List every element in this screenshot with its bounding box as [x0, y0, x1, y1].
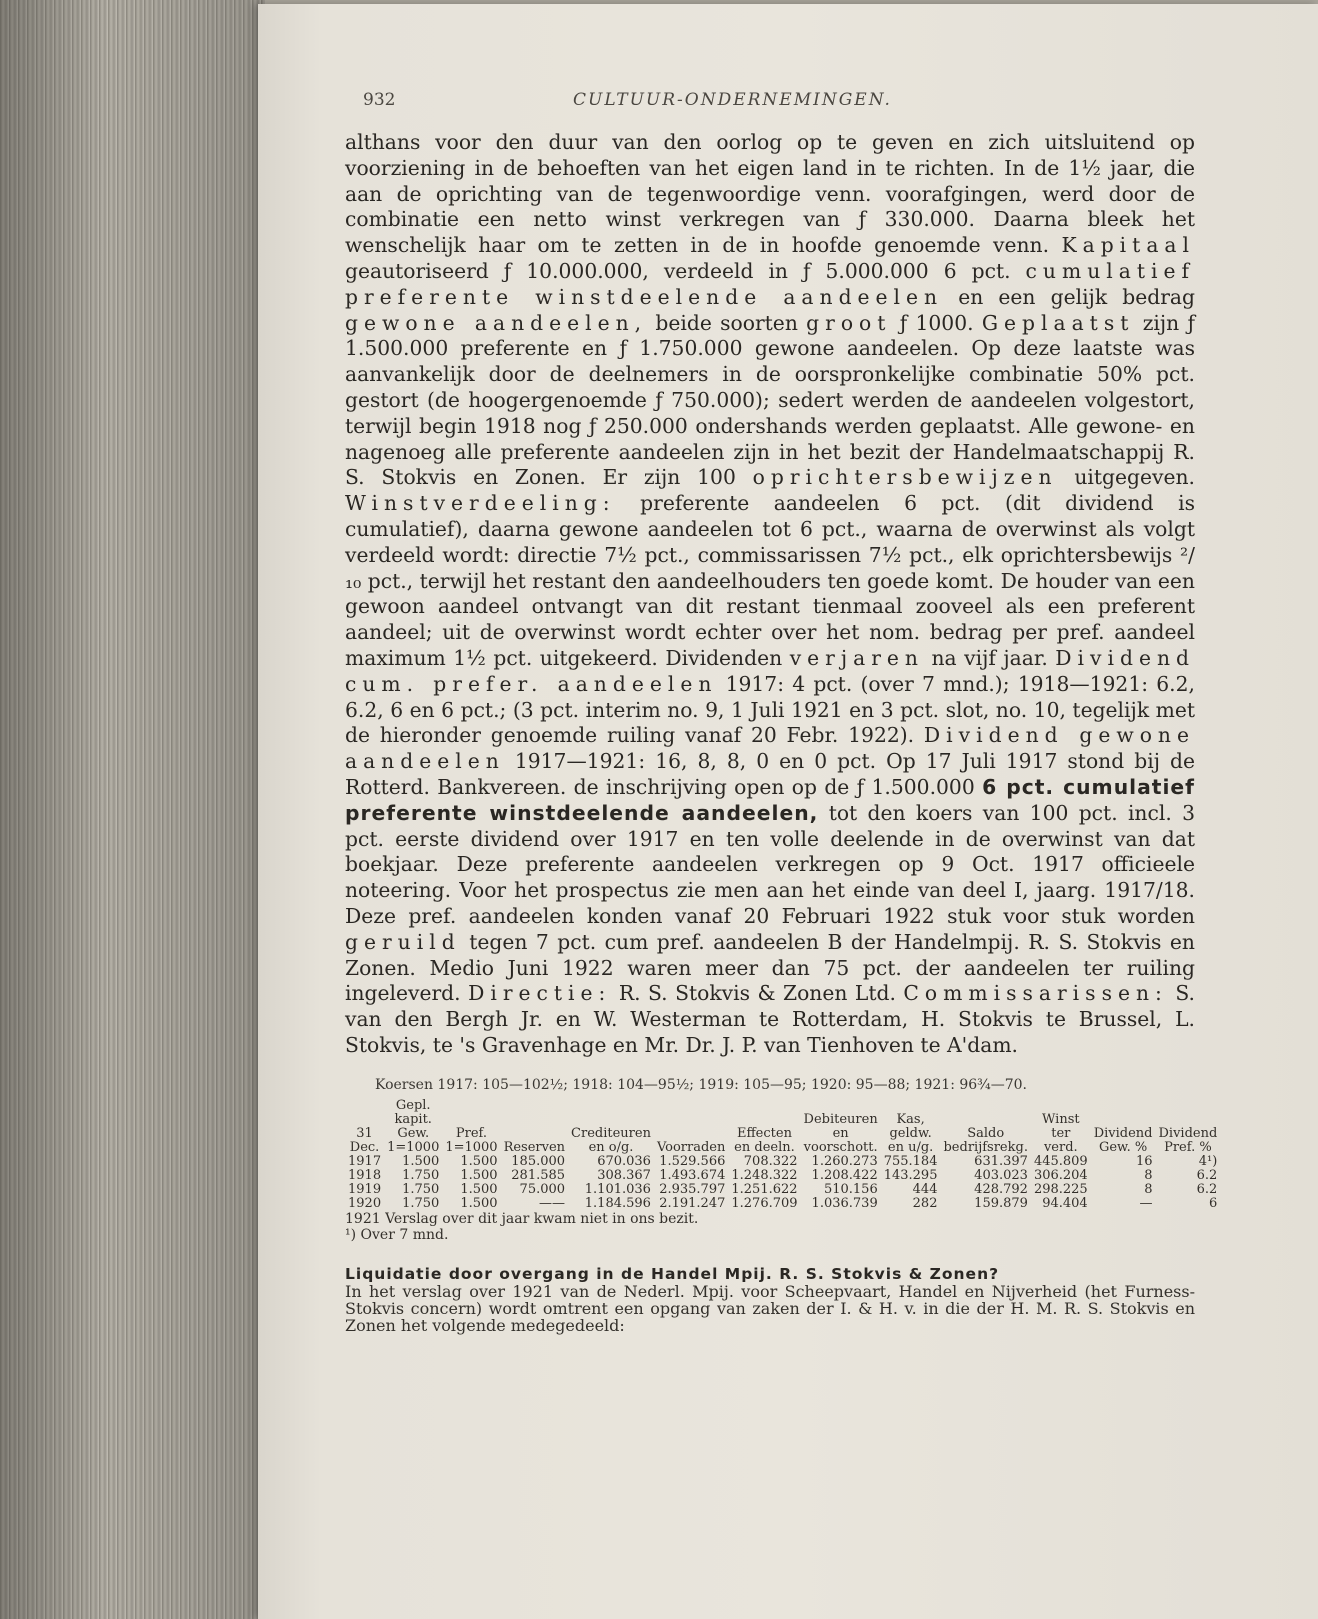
- table-cell: 631.397: [974, 1153, 1028, 1169]
- footnote: ¹) Over 7 mnd.: [345, 1226, 449, 1243]
- text-segment: preferente aandeelen 6 pct. (dit dividend is cumulatief), daarna gewone aandeelen tot 6 pct., waarna de overwinst als volgt verdeeld wordt: directie 7½ pct., commissarissen 7½ pct., elk oprichtersbewijs ²/₁₀ pct., terwijl het restant den aandeelhouders ten goede komt. De houder van een gewoon aandeel ontvangt van dit restant tienmaal zooveel als een preferent aandeel; uit de overwinst wordt echter over het nom. bedrag per pref. aandeel maximum 1½ pct. uitgekeerd. Dividenden: [345, 491, 1195, 670]
- table-cell: 1.251.622: [731, 1181, 798, 1197]
- table-cell: 708.322: [743, 1153, 798, 1169]
- table-cell: 1.276.709: [731, 1195, 798, 1211]
- row-1921-note: 1921 Verslag over dit jaar kwam niet in ons bezit.: [345, 1210, 699, 1227]
- text-segment: geautoriseerd ƒ 10.000.000, verdeeld in ƒ 5.000.000 6 pct.: [345, 258, 1011, 283]
- term-geplaatst: Geplaatst: [981, 310, 1135, 335]
- text-segment: 1917—1921: 16, 8, 8, 0 en 0 pct. Op 17 Juli 1917 stond bij de Rotterd. Bankvereen. de inschrijving open op de ƒ 1.500.000: [345, 749, 1195, 799]
- text-segment: zijn ƒ 1.500.000 preferente en ƒ 1.750.000 gewone aandeelen. Op deze laatste was aanvankelijk door de deelnemers in de oorspronkelijke combinatie 50% pct. gestort (de hoogergenoemde ƒ 750.000); sedert werden de aandeelen volgestort, terwijl begin 1918 nog ƒ 250.000 ondershands werden geplaatst. Alle gewone- en nagenoeg alle preferente aandeelen zijn in het bezit der Handelmaatschappij R. S. Stokvis en Zonen. Er zijn 100: [345, 310, 1195, 490]
- column-header: Gepl. kapit. Gew. 1=1000: [387, 1097, 440, 1155]
- table-cell: 281.585: [511, 1167, 566, 1183]
- table-cell: 6.2: [1196, 1167, 1218, 1183]
- column-header: Saldo bedrijfsrekg.: [943, 1125, 1028, 1155]
- text-segment: althans voor den duur van den oorlog op te geven en zich uitsluitend op voorziening in de behoeften van het eigen land in te richten. In de 1½ jaar, die aan de oprichting van de tegenwoordige venn. voorafgingen, werd door de combinatie een netto winst verkregen van ƒ 330.000. Daarna bleek het wenschelijk haar om te zetten in de in hoofde genoemde venn.: [345, 130, 1195, 258]
- text-segment: ƒ 1000.: [899, 310, 974, 335]
- table-cell: —: [1139, 1195, 1153, 1211]
- table-cell: 510.156: [823, 1181, 878, 1197]
- table-cell: 1.248.322: [731, 1167, 798, 1183]
- text-segment: beide soorten: [655, 310, 798, 335]
- bold-issue-title: 6 pct. cumulatief preferente winstdeelende aandeelen,: [345, 774, 1195, 825]
- text-segment: uitgegeven.: [1074, 465, 1195, 490]
- text-segment: S. van den Bergh Jr. en W. Westerman te Rotterdam, H. Stokvis te Brussel, L. Stokvis, te 's Gravenhage en Mr. Dr. J. P. van Tienhoven te A'dam.: [345, 981, 1195, 1057]
- table-row: [345, 1169, 1220, 1183]
- term-cumulatief-pref: cumulatief preferente winstdeelende aandeelen: [345, 258, 1195, 309]
- table-cell: 1.750: [402, 1195, 440, 1211]
- table-cell: 1.750: [402, 1167, 440, 1183]
- text-segment: tot den koers van 100 pct. incl. 3 pct. eerste dividend over 1917 en ten volle deelende in de overwinst van dat boekjaar. Deze preferente aandeelen verkregen op 9 Oct. 1917 officieele noteering. Voor het prospectus zie men aan het einde van deel I, jaarg. 1917/18. Deze pref. aandeelen konden vanaf 20 Februari 1922 stuk voor stuk worden: [345, 800, 1195, 928]
- table-cell: 1920: [348, 1195, 382, 1211]
- table-row: [345, 1155, 1220, 1169]
- table-cell: 308.367: [597, 1167, 651, 1183]
- table-cell: 8: [1144, 1167, 1153, 1183]
- column-header: 31 Dec.: [349, 1125, 380, 1155]
- table-cell: 94.404: [1042, 1195, 1088, 1211]
- table-cell: 8: [1144, 1181, 1153, 1197]
- table-cell: 185.000: [511, 1153, 566, 1169]
- table-cell: 755.184: [883, 1153, 938, 1169]
- table-cell: 670.036: [597, 1153, 651, 1169]
- table-cell: 1.500: [402, 1153, 440, 1169]
- table-cell: 445.809: [1033, 1153, 1088, 1169]
- page-header: [345, 90, 1195, 120]
- table-cell: 1.101.036: [584, 1181, 651, 1197]
- column-header: Pref. 1=1000: [445, 1125, 498, 1155]
- term-kapitaal: Kapitaal: [1061, 233, 1195, 258]
- column-header: Dividend Pref. %: [1158, 1125, 1218, 1155]
- term-groot: groot: [806, 310, 892, 335]
- table-cell: 2.935.797: [659, 1181, 726, 1197]
- table-row: [345, 1183, 1220, 1197]
- table-cell: 16: [1135, 1153, 1153, 1169]
- koersen-line: Koersen 1917: 105—102½; 1918: 104—95½; 1919: 105—95; 1920: 95—88; 1921: 96¾—70.: [375, 1076, 1028, 1093]
- column-header: Winst ter verd.: [1042, 1111, 1080, 1155]
- table-cell: 1917: [348, 1153, 382, 1169]
- term-geruild: geruild: [345, 929, 461, 954]
- table-cell: 2.191.247: [659, 1195, 726, 1211]
- table-cell: 1918: [348, 1167, 382, 1183]
- table-cell: 1.500: [460, 1181, 498, 1197]
- text-segment: tegen 7 pct. cum pref. aandeelen B der Handelmpij. R. S. Stokvis en Zonen. Medio Juni 1922 waren meer dan 75 pct. der aandeelen ter ruiling ingeleverd.: [345, 929, 1195, 1006]
- table-notes: [345, 1211, 1195, 1243]
- term-verjaren: verjaren: [789, 645, 924, 670]
- section-paragraph: In het verslag over 1921 van de Nederl. Mpij. voor Scheepvaart, Handel en Nijverheid (het Furness-Stokvis concern) wordt omtrent een opgang van zaken der I. & H. v. in die der H. M. R. S. Stokvis en Zonen het volgende medegedeeld:: [345, 1281, 1195, 1335]
- table-cell: 1.500: [460, 1167, 498, 1183]
- column-header: Reserven: [503, 1139, 566, 1155]
- term-dividend-cum-prefer: Dividend cum. prefer. aandeelen: [345, 645, 1196, 696]
- running-title: CULTUUR-ONDERNEMINGEN.: [573, 90, 892, 110]
- table-cell: ——: [539, 1195, 566, 1211]
- column-header: Debiteuren en voorschott.: [803, 1111, 878, 1155]
- term-dividend-gewone: Dividend gewone aandeelen: [345, 723, 1195, 774]
- table-cell: 1.260.273: [811, 1153, 878, 1169]
- page-content: [345, 90, 1218, 1335]
- book-edge-shadow: [0, 0, 265, 1619]
- text-segment: R. S. Stokvis & Zonen Ltd.: [618, 981, 896, 1006]
- table-cell: 1.529.566: [659, 1153, 726, 1169]
- column-header: Effecten en deeln.: [734, 1125, 795, 1155]
- column-header: Crediteuren en o/g.: [571, 1125, 651, 1155]
- table-cell: 306.204: [1033, 1167, 1088, 1183]
- table-cell: 6.2: [1196, 1181, 1218, 1197]
- table-cell: 4¹): [1198, 1153, 1218, 1169]
- table-cell: 1919: [348, 1181, 382, 1197]
- table-cell: 444: [912, 1181, 938, 1197]
- table-cell: 6: [1209, 1195, 1218, 1211]
- table-cell: 1.750: [402, 1181, 440, 1197]
- table-cell: 159.879: [974, 1195, 1028, 1211]
- text-segment: en een gelijk bedrag: [958, 284, 1195, 309]
- table-cell: 1.493.674: [659, 1167, 726, 1183]
- term-gewone-aandeelen: gewone aandeelen,: [345, 310, 648, 335]
- term-directie: Directie:: [468, 981, 612, 1006]
- term-oprichtersbewijzen: oprichtersbewijzen: [752, 465, 1058, 490]
- financial-table: [345, 1099, 1220, 1211]
- table-header-row: [345, 1099, 1220, 1155]
- text-segment: na vijf jaar.: [931, 645, 1048, 670]
- table-cell: 1.208.422: [811, 1167, 878, 1183]
- company-paragraph: [345, 130, 1195, 1059]
- table-cell: 298.225: [1033, 1181, 1088, 1197]
- column-header: Dividend Gew. %: [1093, 1125, 1153, 1155]
- column-header: Voorraden: [656, 1139, 726, 1155]
- table-cell: 282: [912, 1195, 938, 1211]
- section-heading: Liquidatie door overgang in de Handel Mpij. R. S. Stokvis & Zonen?: [345, 1264, 1000, 1283]
- term-winstverdeeling: Winstverdeeling:: [345, 491, 616, 516]
- table-cell: 1.500: [460, 1153, 498, 1169]
- table-cell: 403.023: [974, 1167, 1028, 1183]
- table-cell: 143.295: [883, 1167, 938, 1183]
- table-row: [345, 1197, 1220, 1211]
- table-cell: 1.036.739: [811, 1195, 878, 1211]
- term-commissarissen: Commissarissen:: [903, 981, 1168, 1006]
- column-header: Kas, geldw. en u/g.: [887, 1111, 934, 1155]
- text-segment: 1917: 4 pct. (over 7 mnd.); 1918—1921: 6.2, 6.2, 6 en 6 pct.; (3 pct. interim no. 9, 1 Juli 1921 en 3 pct. slot, no. 10, tegelijk met de hieronder genoemde ruiling vanaf 20 Febr. 1922).: [345, 671, 1195, 748]
- page-number: 932: [363, 90, 396, 110]
- table-cell: 1.184.596: [584, 1195, 651, 1211]
- table-cell: 428.792: [974, 1181, 1028, 1197]
- table-cell: 1.500: [460, 1195, 498, 1211]
- table-cell: 75.000: [519, 1181, 566, 1197]
